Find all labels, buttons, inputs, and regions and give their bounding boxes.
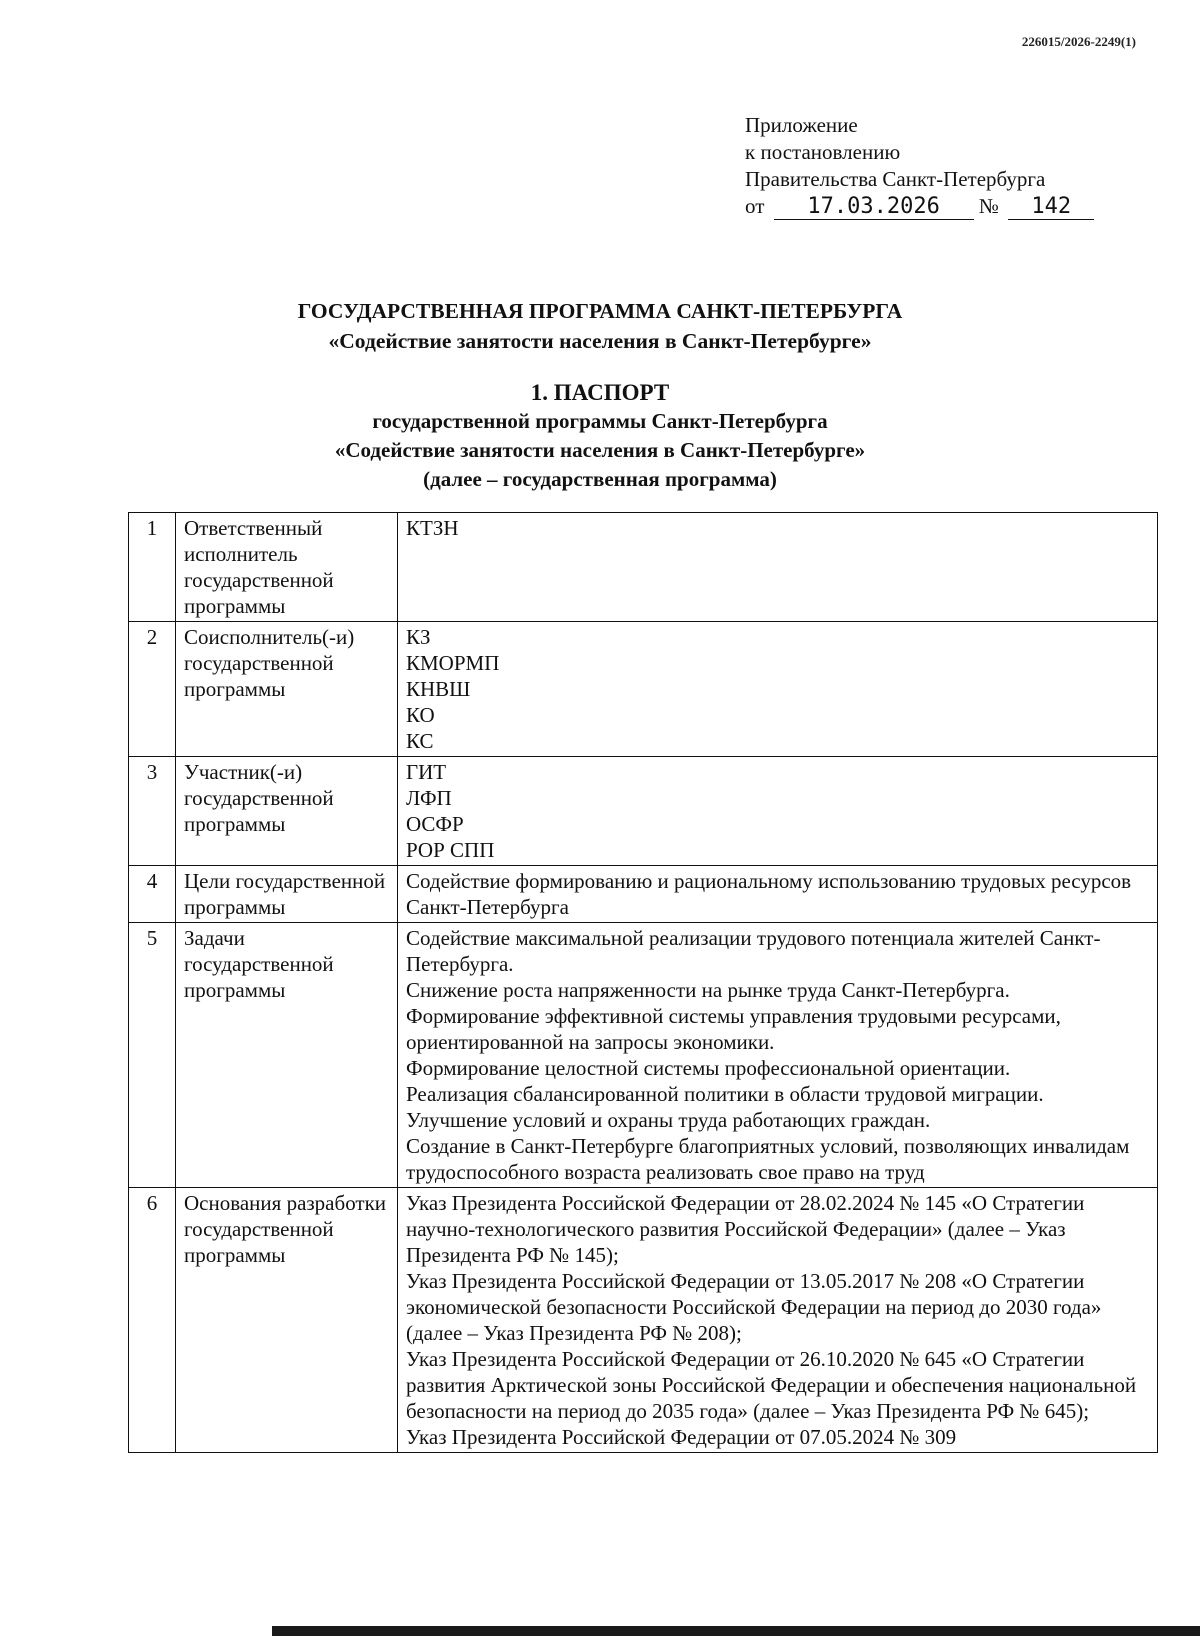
row-label: Задачи государственной программы [176,923,398,1188]
row-number: 6 [129,1188,176,1453]
document-id: 226015/2026-2249(1) [1021,34,1136,49]
value-line: Формирование эффективной системы управления трудовыми ресурсами, ориентированной на запросы экономики. [406,1004,1061,1054]
passport-table-body [129,513,1158,1453]
scan-edge-strip [272,1626,1200,1636]
value-line: Снижение роста напряженности на рынке труда Санкт-Петербурга. [406,978,1010,1002]
row-number: 5 [129,923,176,1188]
value-line: Указ Президента Российской Федерации от 26.10.2020 № 645 «О Стратегии развития Арктической зоны Российской Федерации и обеспечения национальной безопасности на период до 2035 года» (далее – Указ Президента РФ № 645); [406,1347,1137,1423]
value-line: ГИТ [406,760,447,784]
value-line: КНВШ [406,677,471,701]
appendix-date-line [745,193,1094,220]
table-row [129,757,1158,866]
row-value [398,1188,1158,1453]
value-line: КТЗН [406,516,459,540]
table-row [129,866,1158,923]
row-value [398,866,1158,923]
value-line: КО [406,703,435,727]
appendix-block [745,112,1094,220]
row-value [398,622,1158,757]
passport-heading-line-4: (далее – государственная программа) [423,467,777,491]
date-prefix: от [745,194,765,218]
value-line: КЗ [406,625,431,649]
row-number: 3 [129,757,176,866]
row-label: Цели государственной программы [176,866,398,923]
row-number: 4 [129,866,176,923]
row-label: Основания разработки государственной программы [176,1188,398,1453]
value-line: КС [406,729,434,753]
row-number: 2 [129,622,176,757]
number-prefix: № [978,194,999,218]
resolution-number: 142 [1008,195,1094,220]
value-line: Указ Президента Российской Федерации от 13.05.2017 № 208 «О Стратегии экономической безопасности Российской Федерации на период до 2030 года» (далее – Указ Президента РФ № 208); [406,1269,1102,1345]
value-line: Формирование целостной системы профессиональной ориентации. [406,1056,1011,1080]
program-title-line-2: «Содействие занятости населения в Санкт-Петербурге» [328,329,872,353]
row-number: 1 [129,513,176,622]
passport-heading-line-1: 1. ПАСПОРТ [530,380,670,405]
appendix-line-3: Правительства Санкт-Петербурга [745,167,1046,191]
table-row [129,513,1158,622]
program-title-line-1: ГОСУДАРСТВЕННАЯ ПРОГРАММА САНКТ-ПЕТЕРБУРГА [297,299,903,323]
table-row [129,923,1158,1188]
value-line: Содействие максимальной реализации трудового потенциала жителей Санкт-Петербурга. [406,926,1101,976]
passport-heading [0,378,1200,494]
value-line: Указ Президента Российской Федерации от 07.05.2024 № 309 [406,1425,957,1449]
value-line: Реализация сбалансированной политики в области трудовой миграции. [406,1082,1044,1106]
value-line: ЛФП [406,786,452,810]
value-line: ОСФР [406,812,464,836]
row-value [398,757,1158,866]
value-line: Указ Президента Российской Федерации от 28.02.2024 № 145 «О Стратегии научно-технологического развития Российской Федерации» (далее – Указ Президента РФ № 145); [406,1191,1085,1267]
row-value [398,513,1158,622]
passport-heading-line-3: «Содействие занятости населения в Санкт-Петербурге» [334,438,866,462]
program-title [0,296,1200,356]
row-label: Участник(-и) государственной программы [176,757,398,866]
passport-table [128,512,1158,1453]
resolution-date: 17.03.2026 [774,195,974,220]
value-line: Содействие формированию и рациональному использованию трудовых ресурсов Санкт-Петербурга [406,869,1132,919]
value-line: РОР СПП [406,838,495,862]
appendix-line-1: Приложение [745,113,858,137]
passport-heading-line-2: государственной программы Санкт-Петербурга [372,409,828,433]
row-label: Соисполнитель(-и) государственной программы [176,622,398,757]
value-line: КМОРМП [406,651,500,675]
value-line: Улучшение условий и охраны труда работающих граждан. [406,1108,931,1132]
table-row [129,1188,1158,1453]
value-line: Создание в Санкт-Петербурге благоприятных условий, позволяющих инвалидам трудоспособного возраста реализовать свое право на труд [406,1134,1130,1184]
appendix-line-2: к постановлению [745,140,901,164]
row-label: Ответственный исполнитель государственной программы [176,513,398,622]
table-row [129,622,1158,757]
row-value [398,923,1158,1188]
